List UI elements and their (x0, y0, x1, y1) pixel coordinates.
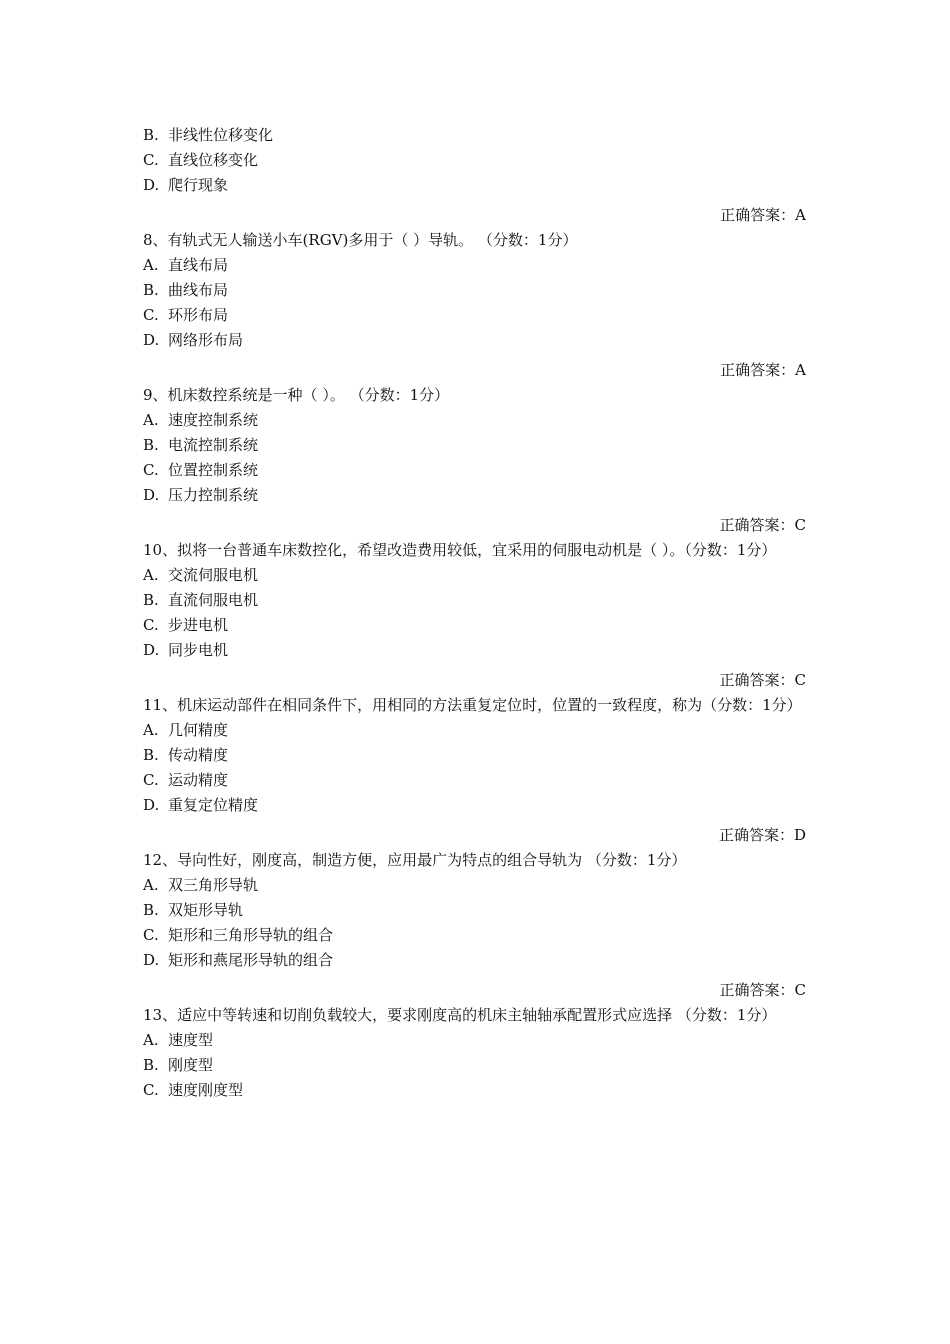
question-block (143, 228, 806, 383)
option-b (143, 743, 806, 768)
correct-answer: 正确答案：C (719, 981, 806, 999)
option-text: 运动精度 (168, 771, 229, 789)
option-letter: A. (143, 721, 159, 739)
option-text: 速度型 (168, 1031, 214, 1049)
question-block (143, 1003, 806, 1103)
option-a (143, 563, 806, 588)
option-letter: B. (143, 281, 159, 299)
option-letter: B. (143, 1056, 159, 1074)
option-letter: B. (143, 901, 159, 919)
option-text: 直线布局 (168, 256, 229, 274)
option-letter: A. (143, 1031, 159, 1049)
option-letter: D. (143, 331, 160, 349)
option-a (143, 1028, 806, 1053)
option-d (143, 173, 806, 198)
option-letter: C. (143, 461, 159, 479)
option-text: 位置控制系统 (168, 461, 259, 479)
correct-answer: 正确答案：C (719, 671, 806, 689)
option-text: 交流伺服电机 (168, 566, 259, 584)
option-a (143, 408, 806, 433)
option-letter: A. (143, 876, 159, 894)
question-text: 10、拟将一台普通车床数控化，希望改造费用较低，宜采用的伺服电动机是（ ）。（分数：1分） (143, 541, 777, 559)
question-text: 12、导向性好，刚度高，制造方便，应用最广为特点的组合导轨为 （分数：1分） (143, 851, 687, 869)
option-d (143, 483, 806, 508)
option-text: 直流伺服电机 (168, 591, 259, 609)
option-c (143, 613, 806, 638)
option-text: 几何精度 (168, 721, 229, 739)
question-block (143, 538, 806, 693)
option-b (143, 1053, 806, 1078)
option-letter: B. (143, 436, 159, 454)
option-letter: C. (143, 151, 159, 169)
option-d (143, 328, 806, 353)
option-c (143, 458, 806, 483)
option-b (143, 433, 806, 458)
option-c (143, 768, 806, 793)
option-letter: D. (143, 951, 160, 969)
option-text: 压力控制系统 (168, 486, 259, 504)
option-letter: C. (143, 1081, 159, 1099)
option-b (143, 278, 806, 303)
option-text: 曲线布局 (168, 281, 229, 299)
option-text: 网络形布局 (168, 331, 244, 349)
option-text: 速度刚度型 (168, 1081, 244, 1099)
document-page (143, 123, 806, 1103)
correct-answer: 正确答案：C (719, 516, 806, 534)
option-letter: C. (143, 771, 159, 789)
option-letter: D. (143, 641, 160, 659)
option-text: 直线位移变化 (168, 151, 259, 169)
option-letter: A. (143, 566, 159, 584)
option-letter: A. (143, 256, 159, 274)
option-b (143, 123, 806, 148)
option-letter: C. (143, 616, 159, 634)
option-d (143, 793, 806, 818)
option-letter: B. (143, 746, 159, 764)
option-text: 非线性位移变化 (168, 126, 274, 144)
option-text: 步进电机 (168, 616, 229, 634)
option-text: 速度控制系统 (168, 411, 259, 429)
question-block (143, 693, 806, 848)
option-c (143, 923, 806, 948)
option-b (143, 588, 806, 613)
option-a (143, 873, 806, 898)
question-text: 9、机床数控系统是一种（ ）。 （分数：1分） (143, 386, 450, 404)
correct-answer: 正确答案：A (720, 206, 806, 224)
option-letter: B. (143, 591, 159, 609)
question-block (143, 848, 806, 1003)
option-text: 矩形和燕尾形导轨的组合 (168, 951, 334, 969)
option-letter: B. (143, 126, 159, 144)
correct-answer: 正确答案：A (720, 361, 806, 379)
option-letter: C. (143, 926, 159, 944)
option-text: 电流控制系统 (168, 436, 259, 454)
option-text: 同步电机 (168, 641, 229, 659)
option-text: 矩形和三角形导轨的组合 (168, 926, 334, 944)
option-letter: A. (143, 411, 159, 429)
option-text: 双矩形导轨 (168, 901, 244, 919)
option-letter: C. (143, 306, 159, 324)
option-text: 双三角形导轨 (168, 876, 259, 894)
option-d (143, 638, 806, 663)
option-a (143, 718, 806, 743)
option-c (143, 148, 806, 173)
option-letter: D. (143, 176, 160, 194)
option-text: 爬行现象 (168, 176, 229, 194)
option-a (143, 253, 806, 278)
option-d (143, 948, 806, 973)
option-c (143, 1078, 806, 1103)
option-text: 重复定位精度 (168, 796, 259, 814)
question-text: 11、机床运动部件在相同条件下，用相同的方法重复定位时，位置的一致程度，称为（分数：1分） (143, 696, 802, 714)
question-text: 13、适应中等转速和切削负载较大，要求刚度高的机床主轴轴承配置形式应选择 （分数：1分） (143, 1006, 777, 1024)
option-text: 刚度型 (168, 1056, 214, 1074)
option-text: 传动精度 (168, 746, 229, 764)
question-text: 8、有轨式无人输送小车(RGV)多用于（ ）导轨。 （分数：1分） (143, 231, 578, 249)
option-letter: D. (143, 486, 160, 504)
option-c (143, 303, 806, 328)
top-option-list (143, 123, 806, 198)
option-text: 环形布局 (168, 306, 229, 324)
option-b (143, 898, 806, 923)
question-block (143, 383, 806, 538)
option-letter: D. (143, 796, 160, 814)
correct-answer: 正确答案：D (718, 826, 806, 844)
